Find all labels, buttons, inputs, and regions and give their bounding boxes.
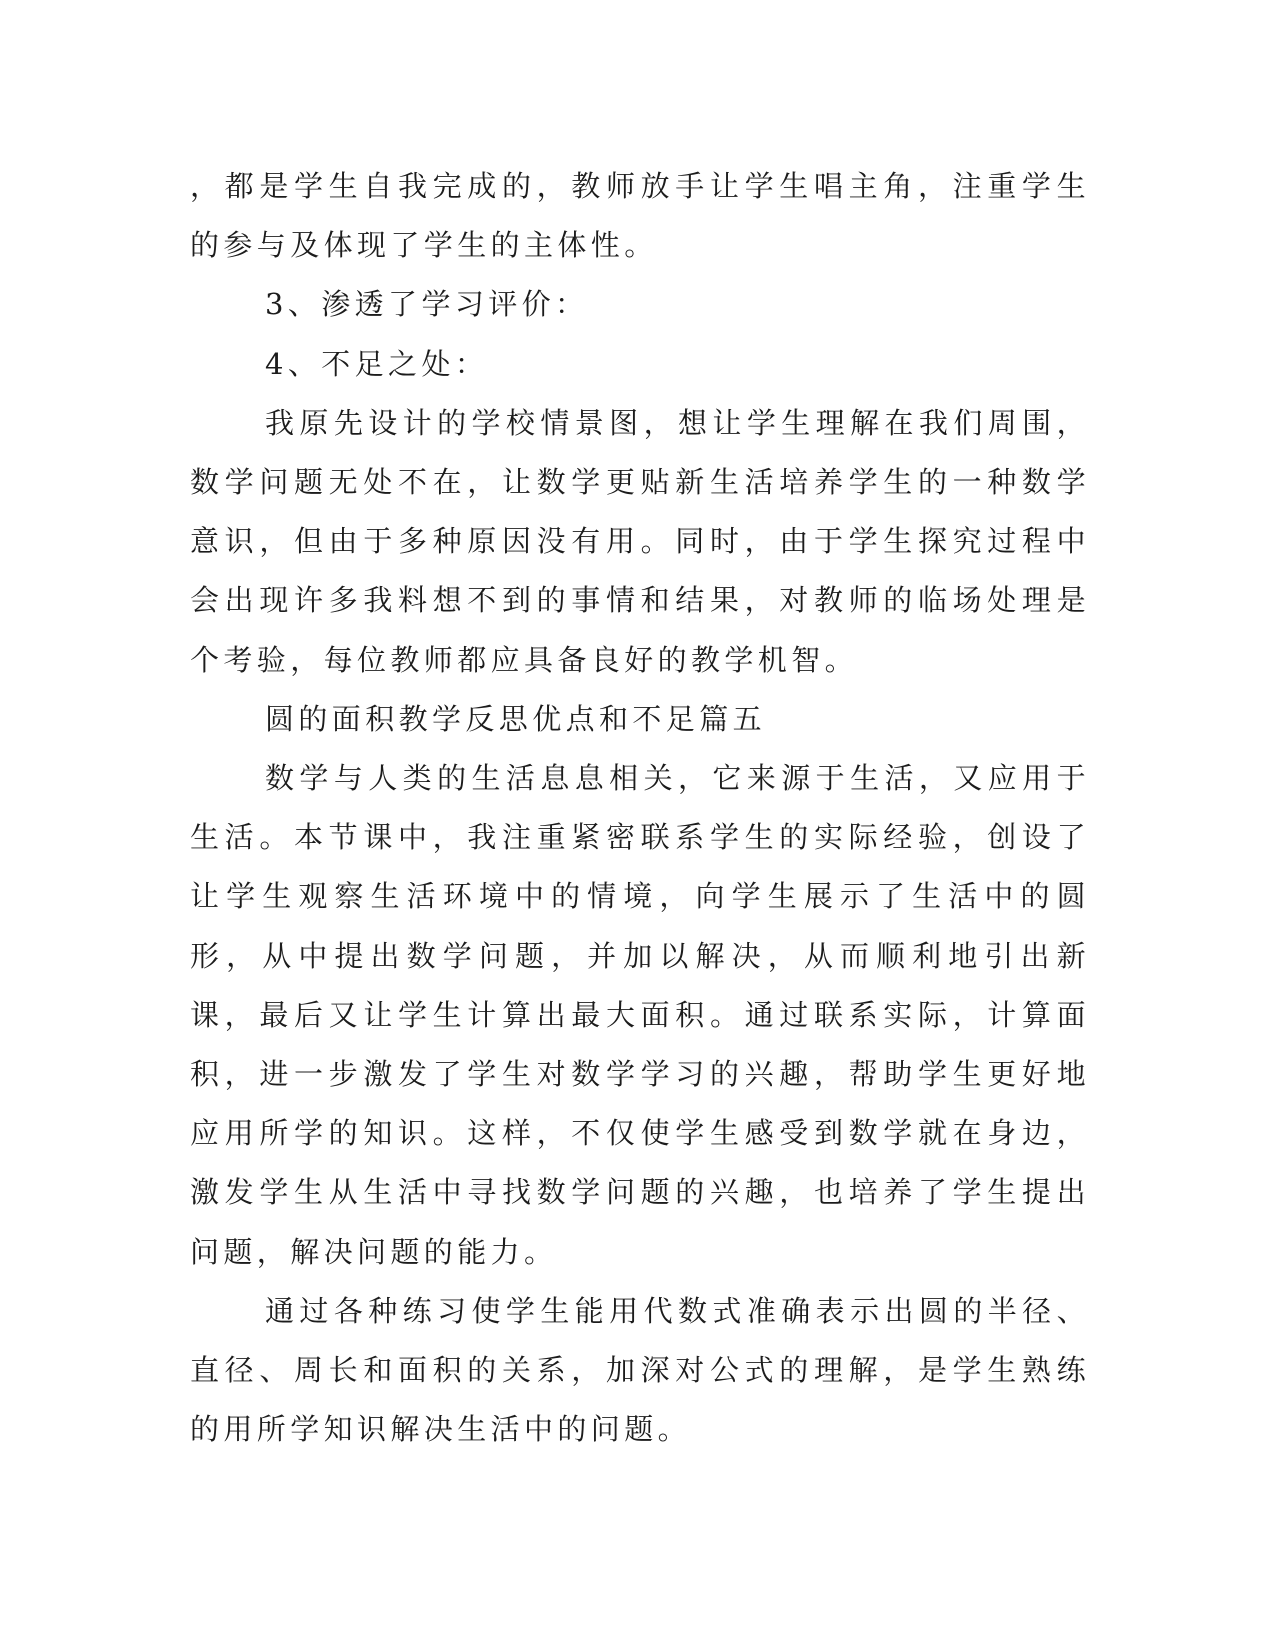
paragraph-exercises: 通过各种练习使学生能用代数式准确表示出圆的半径、直径、周长和面积的关系，加深对公式的理解，是学生熟练的用所学知识解决生活中的问题。 — [190, 1293, 1090, 1447]
document-body — [190, 157, 1090, 1459]
paragraph-shortcomings: 我原先设计的学校情景图，想让学生理解在我们周围，数学问题无处不在，让数学更贴新生活培养学生的一种数学意识，但由于多种原因没有用。同时，由于学生探究过程中会出现许多我料想不到的事情和结果，对教师的临场处理是个考验，每位教师都应具备良好的教学机智。 — [190, 405, 1090, 677]
paragraph-item-3-heading: 3、渗透了学习评价： — [265, 287, 589, 322]
paragraph-continuation: ，都是学生自我完成的，教师放手让学生唱主角，注重学生的参与及体现了学生的主体性。 — [190, 169, 1090, 263]
paragraph-life-connection: 数学与人类的生活息息相关，它来源于生活，又应用于生活。本节课中，我注重紧密联系学生的实际经验，创设了让学生观察生活环境中的情境，向学生展示了生活中的圆形，从中提出数学问题，并加以解决，从而顺利地引出新课，最后又让学生计算出最大面积。通过联系实际，计算面积，进一步激发了学生对数学学习的兴趣，帮助学生更好地应用所学的知识。这样，不仅使学生感受到数学就在身边，激发学生从生活中寻找数学问题的兴趣，也培养了学生提出问题，解决问题的能力。 — [190, 761, 1090, 1269]
section-title-part-five: 圆的面积教学反思优点和不足篇五 — [265, 701, 767, 736]
paragraph-item-4-heading: 4、不足之处： — [265, 346, 489, 381]
